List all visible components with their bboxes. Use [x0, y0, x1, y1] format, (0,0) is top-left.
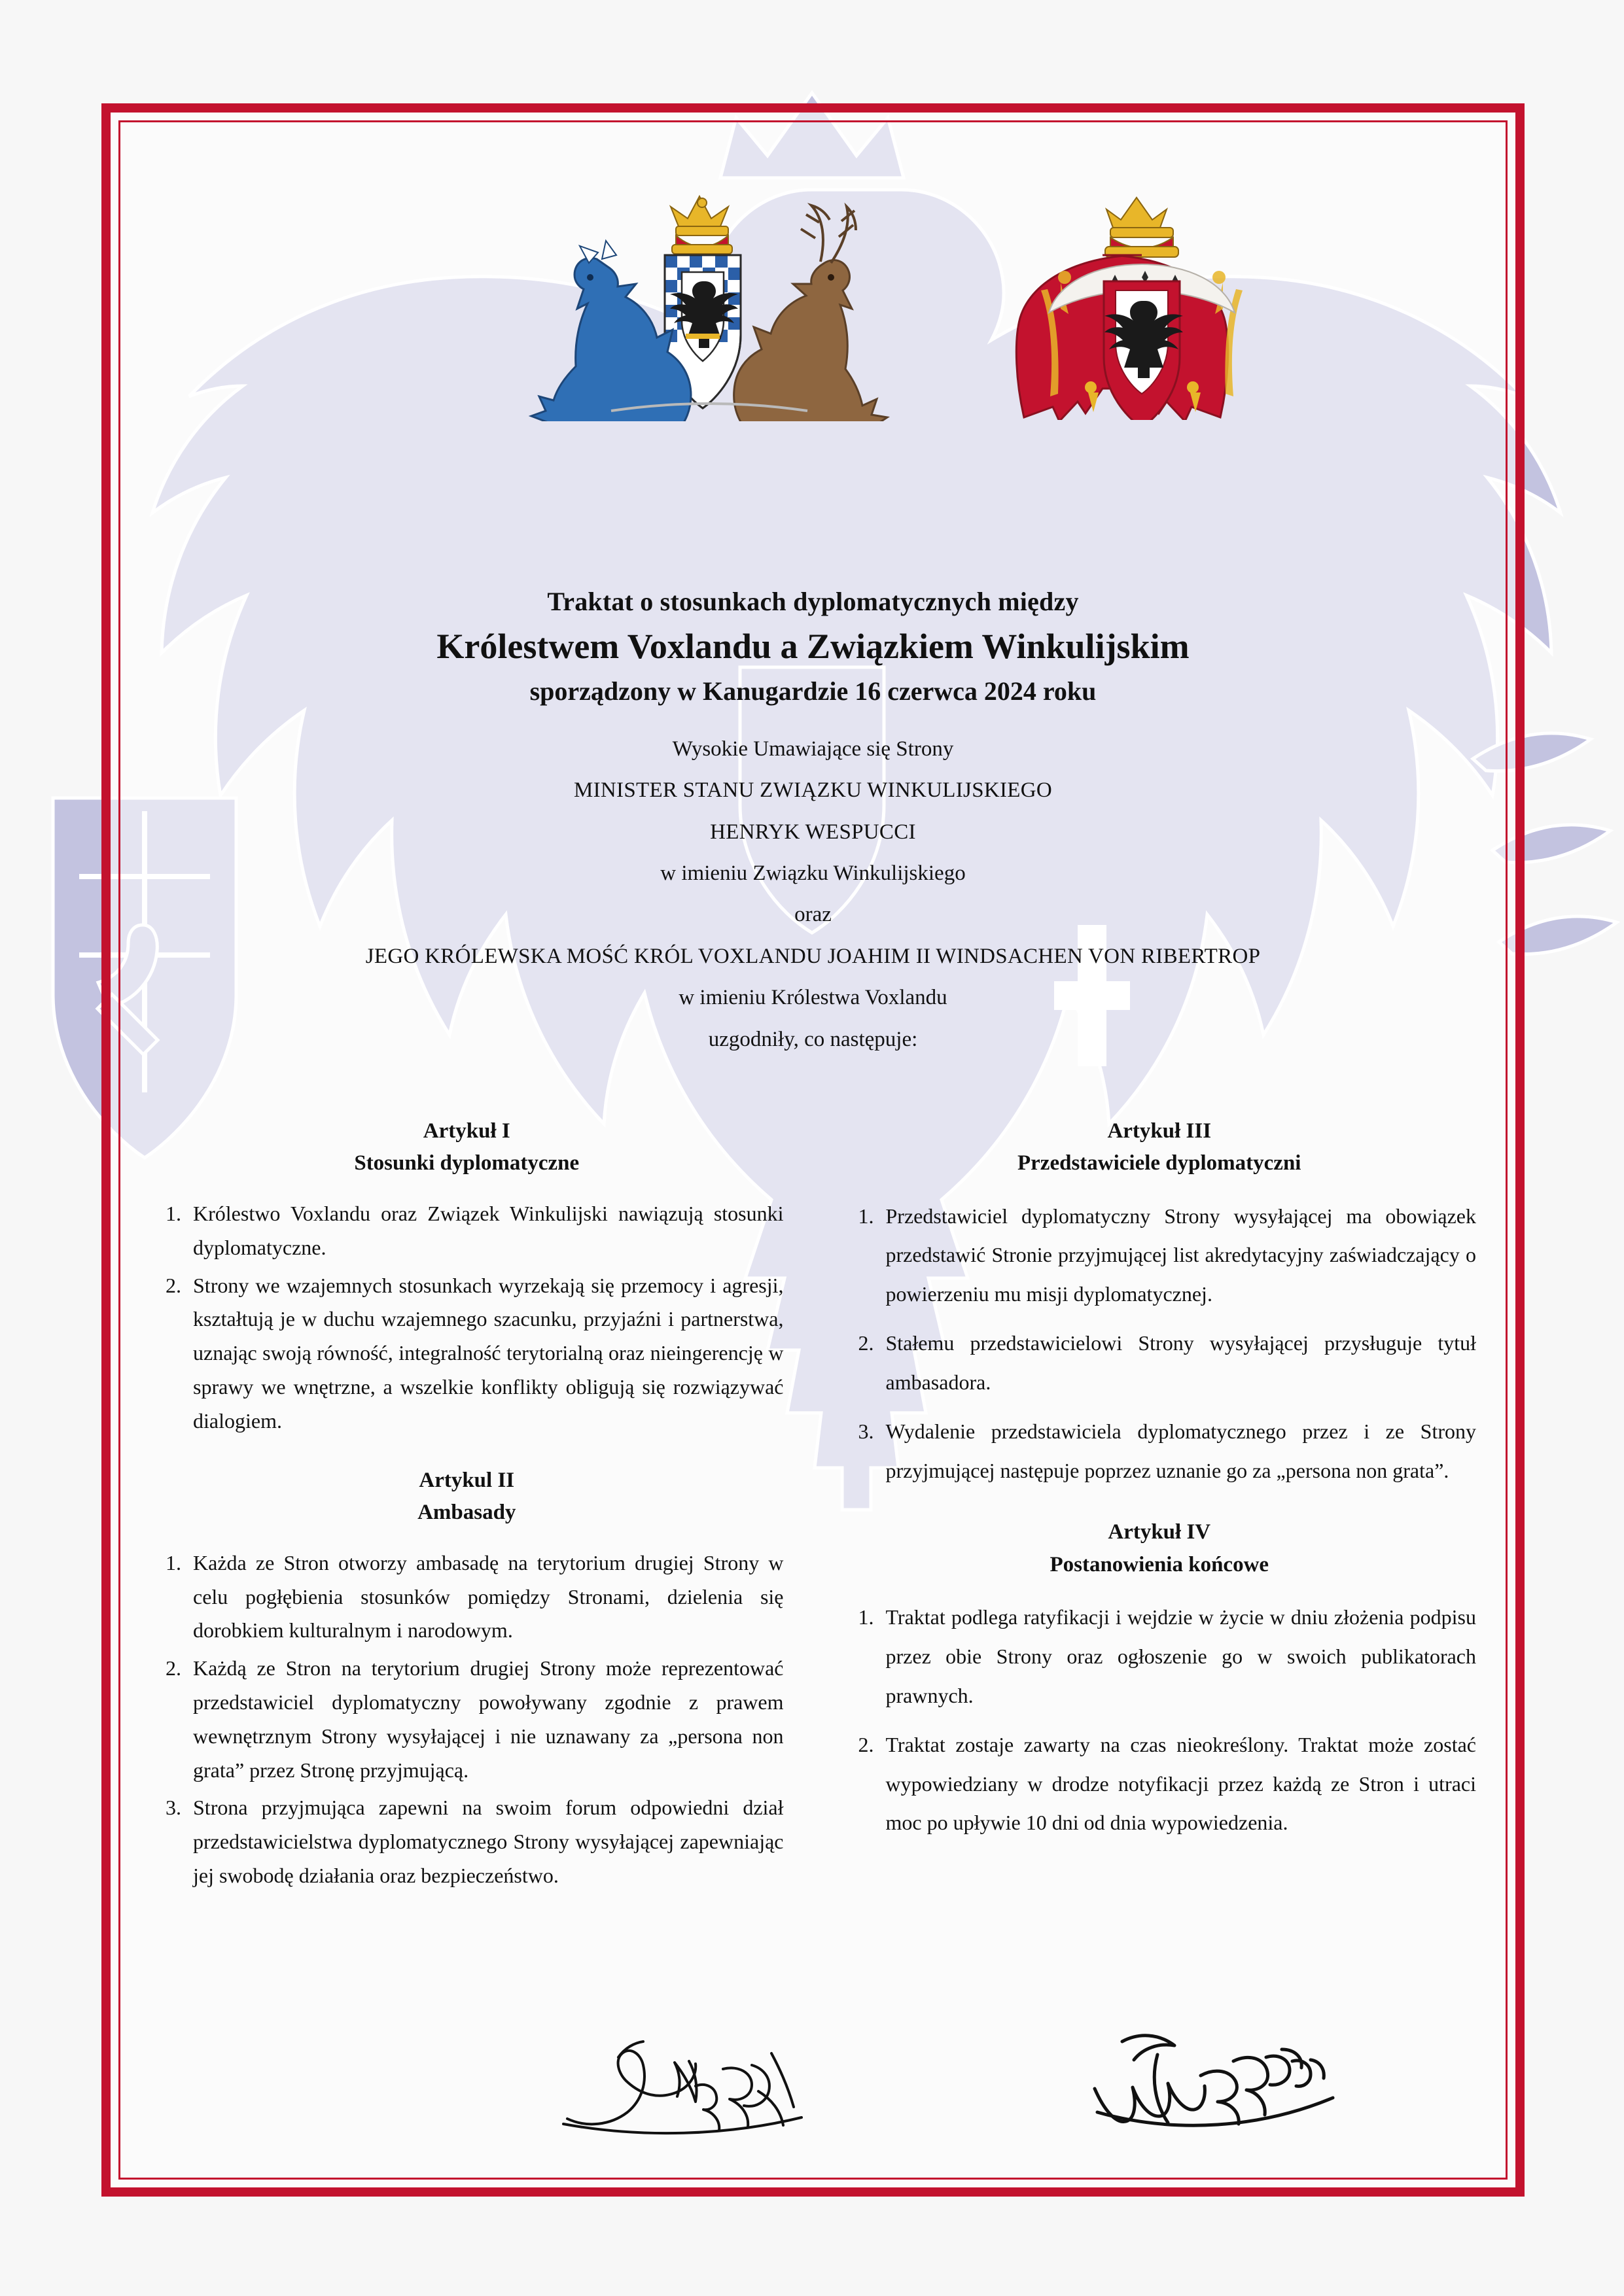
article-heading-4 — [843, 1516, 1477, 1581]
preamble-line-5: oraz — [794, 903, 832, 927]
article-number-1: Artykuł I — [423, 1119, 510, 1143]
preamble-line-2: MINISTER STANU ZWIĄZKU WINKULIJSKIEGO — [573, 778, 1052, 803]
article-4-clauses — [843, 1598, 1477, 1842]
article-2-clauses — [150, 1546, 784, 1893]
article-subtitle-4: Postanowienia końcowe — [1050, 1552, 1269, 1576]
article-subtitle-1: Stosunki dyplomatyczne — [354, 1151, 580, 1175]
article-number-3: Artykuł III — [1107, 1119, 1212, 1143]
title-line-1: Traktat o stosunkach dyplomatycznych między — [547, 587, 1079, 616]
article-number-2: Artykul II — [419, 1468, 515, 1492]
clause: 1. Każda ze Stron otworzy ambasadę na terytorium drugiej Strony w celu pogłębienia stosunków pomiędzy Stronami, dzielenia się dorobkiem kulturalnym i narodowym. — [186, 1546, 784, 1648]
signature-wespucci — [1086, 2026, 1367, 2153]
clause: 2. Stałemu przedstawicielowi Strony wysyłającej przysługuje tytuł ambasadora. — [879, 1324, 1477, 1402]
clause: 3. Strona przyjmująca zapewni na swoim forum odpowiedni dział przedstawicielstwa dyplomatycznego Strony wysyłającej zapewniając jej swobodę działania oraz bezpieczeństwo. — [186, 1791, 784, 1892]
clause: 2. Strony we wzajemnych stosunkach wyrzekają się przemocy i agresji, kształtują je w duchu wzajemnego szacunku, przyjaźni i partnerstwa, uznając swoją równość, integralność terytorialną oraz nieingerencję w sprawy we wnętrzne, a wszelkie konflikty obligują się rozwiązywać dialogiem. — [186, 1269, 784, 1438]
crest-row — [150, 135, 1476, 396]
clause: 2. Każdą ze Stron na terytorium drugiej Strony może reprezentować przedstawiciel dyplomatyczny powoływany zgodnie z prawem wewnętrznym Strony wysyłającej i nie uznawany za „persona non grata” przez Stronę przyjmującą. — [186, 1652, 784, 1787]
article-subtitle-2: Ambasady — [417, 1501, 516, 1525]
preamble-line-8: uzgodniły, co następuje: — [708, 1027, 918, 1051]
coat-of-arms-winkulia — [1007, 191, 1275, 420]
article-1-clauses — [150, 1197, 784, 1438]
article-number-4: Artykuł IV — [1108, 1520, 1211, 1544]
signature-row — [150, 2016, 1476, 2153]
title-line-3: sporządzony w Kanugardzie 16 czerwca 2024 roku — [529, 676, 1097, 706]
clause: 1. Traktat podlega ratyfikacji i wejdzie w życie w dniu złożenia podpisu przez obie Strony oraz ogłoszenie go w swoich publikatorach prawnych. — [879, 1598, 1477, 1715]
article-heading-3 — [843, 1115, 1477, 1180]
preamble-line-6: JEGO KRÓLEWSKA MOŚĆ KRÓL VOXLANDU JOAHIM II WINDSACHEN VON RIBERTROP — [365, 944, 1261, 968]
column-right — [836, 1089, 1477, 1897]
clause: 1. Przedstawiciel dyplomatyczny Strony wysyłającej ma obowiązek przedstawić Stronie przyjmującej list akredytacyjny zaświadczający o powierzeniu mu misji dyplomatycznej. — [879, 1197, 1477, 1314]
preamble — [150, 729, 1476, 1060]
signature-joahim — [556, 2026, 837, 2153]
clause: 3. Wydalenie przedstawiciela dyplomatycznego przez i ze Strony przyjmującej następuje poprzez uznanie go za „persona non grata”. — [879, 1412, 1477, 1490]
title-block — [150, 586, 1476, 706]
preamble-line-7: w imieniu Królestwa Voxlandu — [679, 986, 947, 1010]
title-line-2: Królestwem Voxlandu a Związkiem Winkulijskim — [436, 627, 1190, 666]
treaty-document — [101, 103, 1525, 2197]
preamble-line-1: Wysokie Umawiające się Strony — [672, 737, 954, 761]
article-subtitle-3: Przedstawiciele dyplomatyczni — [1017, 1151, 1301, 1175]
article-3-clauses — [843, 1197, 1477, 1491]
articles-columns — [150, 1089, 1476, 1897]
coat-of-arms-voxland — [513, 186, 912, 421]
clause: 1. Królestwo Voxlandu oraz Związek Winkulijski nawiązują stosunki dyplomatyczne. — [186, 1197, 784, 1265]
article-heading-2 — [150, 1465, 784, 1529]
clause: 2. Traktat zostaje zawarty na czas nieokreślony. Traktat może zostać wypowiedziany w drodze notyfikacji przez każdą ze Stron i utraci moc po upływie 10 dni od dnia wypowiedzenia. — [879, 1726, 1477, 1843]
preamble-line-4: w imieniu Związku Winkulijskiego — [660, 861, 966, 886]
preamble-line-3: HENRYK WESPUCCI — [710, 820, 916, 844]
column-left — [150, 1089, 790, 1897]
article-heading-1 — [150, 1115, 784, 1180]
